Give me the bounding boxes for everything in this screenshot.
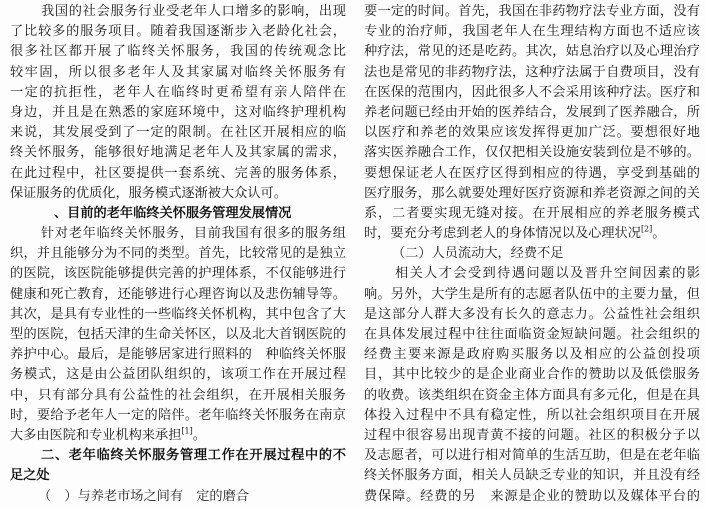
text-line: 及志愿者，可以进行相对简单的生活互助，但是在老年临 [364,448,700,464]
left-column [10,2,346,507]
text-line: 很多社区都开展了临终关怀服务，我国的传统观念比 [10,44,346,60]
text-line: 要一定的时间。首先，我国在非药物疗法专业方面，没有 [364,4,700,19]
text-line: 来说，其发展受到了一定的限制。在社区开展相应的临 [10,125,346,141]
text-line: 时，要给予老年人一定的陪伴。老年临终关怀服务在南京 [10,407,346,423]
text-line: 养护中心。最后，是能够居家进行照料的 种临终关怀服 [10,347,346,363]
text-line: 的收费。该类组织在资金主体方面具有多元化，但是在具 [364,387,700,403]
text-line: 的医院，该医院能够提供完善的护理体系，不仅能够进行 [10,266,346,282]
text-line: 经费主要来源是政府购买服务以及相应的公益创投项 [364,347,700,363]
text-line: 法也是常见的非药物疗法，这种疗法属于自费项目，没有 [364,64,700,80]
paragraph [364,264,700,506]
text-line-tail: 。 [652,226,666,242]
text-line: 养老问题已经由开始的医养结合，发展到了医养融合，所 [364,104,700,120]
text-line: 务模式，这是由公益团队组织的，该项工作在开展过程 [10,367,346,383]
text-line-tail: 。 [192,427,206,443]
text-line: 以医疗和养老的效果应该发挥得更加广泛。要想很好地 [364,125,700,141]
text-line: 终关怀服务，能够很好地满足老年人及其家属的需求， [10,145,346,161]
text-line: 型的医院，包括天津的生命关怀区，以及北大首钢医院的 [10,327,346,342]
text-line: 较牢固，所以很多老年人及其家属对临终关怀服务有 [10,64,346,80]
text-line: 其次，是具有专业性的一些临终关怀机构，其中包含了大 [10,306,346,322]
text-line: 保证服务的优质化，服务模式逐渐被大众认可。 [10,185,287,201]
text-line [10,426,346,446]
text-line: 身边，并且是在熟悉的家庭环境中，这对临终护理机构 [10,104,346,120]
text-line: 要想保证老人在医疗区得到相应的待遇，享受到基础的 [364,165,700,181]
section-heading-line: 足之处 [10,468,50,484]
text-line: 健康和死亡教育，还能够进行心理咨询以及悲伤辅导等。 [10,286,346,302]
text-line: 专业的治疗师，我国老年人在生理结构方面也不适应该 [364,24,700,40]
citation-ref: [1] [181,426,193,436]
text-line: 目，其中比较少的是企业商业合作的赞助以及低偿服务 [364,367,700,383]
text-line-content: 大多由医院和专业机构来承担 [10,427,182,443]
text-line: 一定的抗拒性，老年人在临终时更希望有亲人陪伴在 [10,84,346,100]
text-line: 织，并且能够分为不同的类型。首先，比较常见的是独立 [10,246,346,262]
paragraph [10,224,346,446]
text-line: 医疗服务，那么就要处理好医疗资源和养老资源之间的关 [364,185,700,201]
citation-ref: [2] [640,224,653,234]
right-column [364,2,700,507]
text-line: 费保障。经费的另 来源是企业的赞助以及媒体平台的 [364,488,700,504]
text-line: 系，二者要实现无缝对接。在开展相应的养老服务模式 [364,205,700,221]
text-line: 种疗法，常见的还是吃药。其次，姑息治疗以及心理治疗 [364,44,700,60]
text-line: 终关怀服务方面，相关人员缺乏专业的知识，并且没有经 [364,468,700,484]
text-line: 落实医养融合工作，仅仅把相关设施安装到位是不够的。 [364,145,700,161]
text-line [364,224,700,244]
text-line: 在医保的范围内，因此很多人不会采用该种疗法。医疗和 [364,84,700,100]
text-line: 体投入过程中不具有稳定性，所以社会组织项目在开展 [364,407,700,423]
text-line: 我国的社会服务行业受老年人口增多的影响，出现 [41,4,346,19]
text-line-content: 时，要充分考虑到老人的身体情况以及心理状况 [364,226,641,242]
section-heading-line: 二、老年临终关怀服务管理工作在开展过程中的不 [41,448,346,464]
text-line: 针对老年临终关怀服务，目前我国有很多的服务组 [41,226,346,242]
paragraph [10,2,346,204]
text-line: 了比较多的服务项目。随着我国逐渐步入老龄化社会， [10,24,346,40]
text-line: 响。另外，大学生是所有的志愿者队伍中的主要力量，但 [364,286,700,302]
text-line: 是这部分人群大多没有长久的意志力。公益性社会组织 [364,306,700,322]
text-line: 中，只有部分具有公益性的社会组织，在开展相关服务 [10,387,346,403]
section-heading [10,446,346,486]
text-line: 过程中很容易出现青黄不接的问题。社区的积极分子以 [364,427,700,443]
section-heading: 、目前的老年临终关怀服务管理发展情况 [54,205,292,221]
text-line: 相关人才会受到待遇问题以及晋升空间因素的影 [395,266,700,282]
subsection-heading: （ ）与养老市场之间有 定的磨合 [38,488,249,504]
text-line: 在此过程中，社区要提供一套系统、完善的服务体系， [10,165,346,181]
text-line: 在具体发展过程中往往面临资金短缺问题。社会组织的 [364,327,700,342]
paragraph [364,2,700,244]
subsection-heading: （二）人员流动大，经费不足 [392,246,564,262]
